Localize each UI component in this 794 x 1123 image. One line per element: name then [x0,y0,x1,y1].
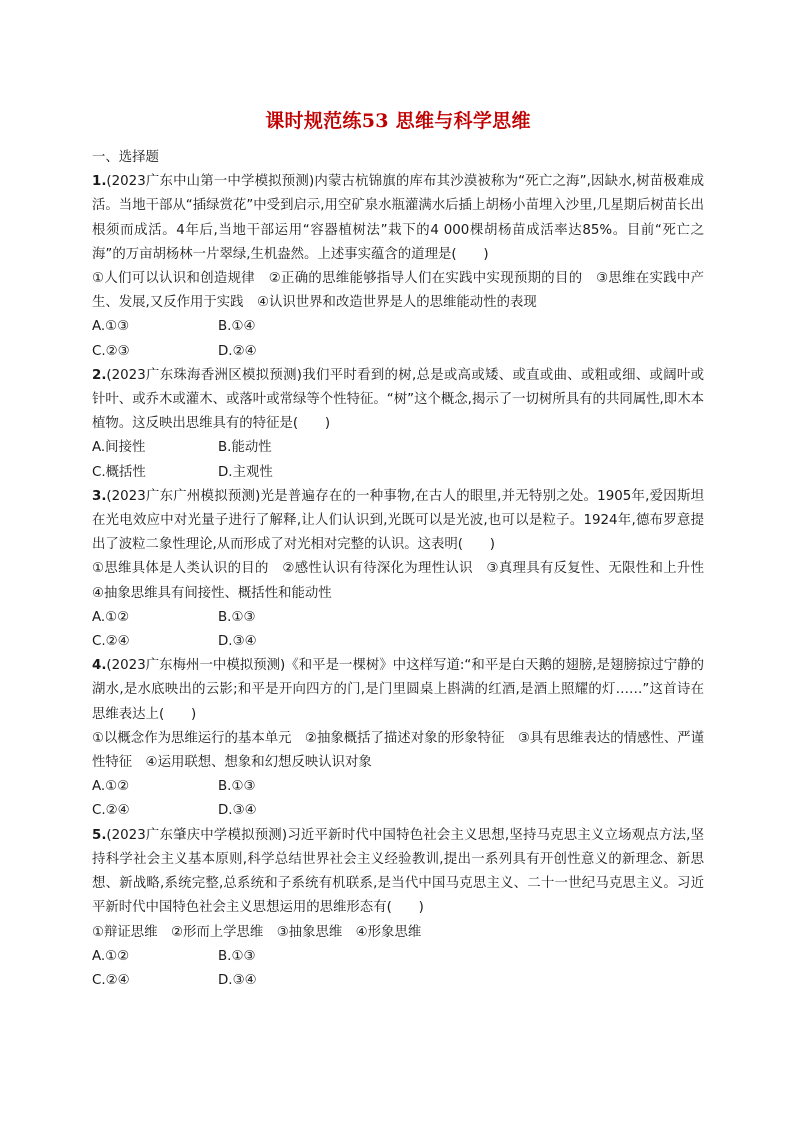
question-number: 5. [92,827,107,843]
answer-options [92,315,704,363]
option-a[interactable]: A.①② [92,948,130,964]
question-text: (2023广东珠海香洲区模拟预测)我们平时看到的树,总是或高或矮、或直或曲、或粗或细、或阔叶或针叶、或乔木或灌木、或落叶或常绿等个性特征。“树”这个概念,揭示了一切树所具有的共同属性,即木本植物。这反映出思维具有的特征是( ) [92,367,704,432]
question-4 [92,654,704,823]
option-c[interactable]: C.概括性 [92,464,146,480]
answer-options [92,775,704,823]
option-a[interactable]: A.①② [92,779,130,795]
question-5 [92,824,704,993]
question-text: (2023广东中山第一中学模拟预测)内蒙古杭锦旗的库布其沙漠被称为“死亡之海”,因缺水,树苗极难成活。当地干部从“插绿赏花”中受到启示,用空矿泉水瓶灌满水后插上胡杨小苗埋入沙里,几星期后树苗长出根须而成活。4年后,当地干部运用“容器植树法”栽下的4 000棵胡杨苗成活率达85%。目前“死亡之海”的万亩胡杨林一片翠绿,生机盎然。上述事实蕴含的道理是( ) [92,174,704,262]
option-d[interactable]: D.③④ [218,972,257,988]
question-stem [92,485,704,558]
option-c[interactable]: C.②③ [92,343,130,359]
answer-options [92,606,704,654]
option-d[interactable]: D.主观性 [218,464,273,480]
option-b[interactable]: B.①④ [218,319,256,335]
option-a[interactable]: A.①③ [92,319,130,335]
question-statements: ①辩证思维 ②形而上学思维 ③抽象思维 ④形象思维 [92,924,422,940]
option-a[interactable]: A.①② [92,609,130,625]
option-d[interactable]: D.③④ [218,634,257,650]
option-b[interactable]: B.①③ [218,779,256,795]
question-stem [92,654,704,727]
question-text: (2023广东肇庆中学模拟预测)习近平新时代中国特色社会主义思想,坚持马克思主义立场观点方法,坚持科学社会主义基本原则,科学总结世界社会主义经验教训,提出一系列具有开创性意义的新理念、新思想、新战略,系统完整,总系统和子系统有机联系,是当代中国马克思主义、二十一世纪马克思主义。习近平新时代中国特色社会主义思想运用的思维形态有( ) [92,827,704,916]
question-number: 3. [92,488,107,504]
answer-options [92,436,704,484]
option-b[interactable]: B.①③ [218,609,256,625]
option-b[interactable]: B.能动性 [218,440,272,456]
question-stem [92,364,704,437]
question-1 [92,170,704,364]
question-statements: ①人们可以认识和创造规律 ②正确的思维能够指导人们在实践中实现预期的目的 ③思维在实践中产生、发展,又反作用于实践 ④认识世界和改造世界是人的思维能动性的表现 [92,271,704,311]
question-number: 2. [92,367,107,383]
option-c[interactable]: C.②④ [92,803,130,819]
page-title: 课时规范练53 思维与科学思维 [265,110,531,132]
question-statements: ①以概念作为思维运行的基本单元 ②抽象概括了描述对象的形象特征 ③具有思维表达的情感性、严谨性特征 ④运用联想、想象和幻想反映认识对象 [92,730,704,771]
question-stem [92,824,704,921]
question-2 [92,364,704,485]
question-number: 4. [92,658,107,674]
question-list [92,146,718,993]
question-stem [92,170,704,267]
option-d[interactable]: D.③④ [218,803,257,819]
option-b[interactable]: B.①③ [218,948,256,964]
question-text: (2023广东梅州一中模拟预测)《和平是一棵树》中这样写道:“和平是白天鹅的翅膀,是翅膀掠过宁静的湖水,是水底映出的云影;和平是开向四方的门,是门里圆桌上斟满的红酒,是酒上照耀的灯……”这首诗在思维表达上( ) [92,658,704,722]
question-number: 1. [92,174,107,190]
section-heading: 一、选择题 [92,150,159,165]
option-c[interactable]: C.②④ [92,972,130,988]
answer-options [92,945,704,993]
question-text: (2023广东广州模拟预测)光是普遍存在的一种事物,在古人的眼里,并无特别之处。1905年,爱因斯坦在光电效应中对光量子进行了解释,让人们认识到,光既可以是光波,也可以是粒子。1924年,德布罗意提出了波粒二象性理论,从而形成了对光相对完整的认识。这表明( ) [92,488,704,553]
question-3 [92,485,718,654]
question-statements: ①思维具体是人类认识的目的 ②感性认识有待深化为理性认识 ③真理具有反复性、无限性和上升性 ④抽象思维具有间接性、概括性和能动性 [92,561,718,601]
option-d[interactable]: D.②④ [218,343,257,359]
option-a[interactable]: A.间接性 [92,440,146,456]
option-c[interactable]: C.②④ [92,634,130,650]
